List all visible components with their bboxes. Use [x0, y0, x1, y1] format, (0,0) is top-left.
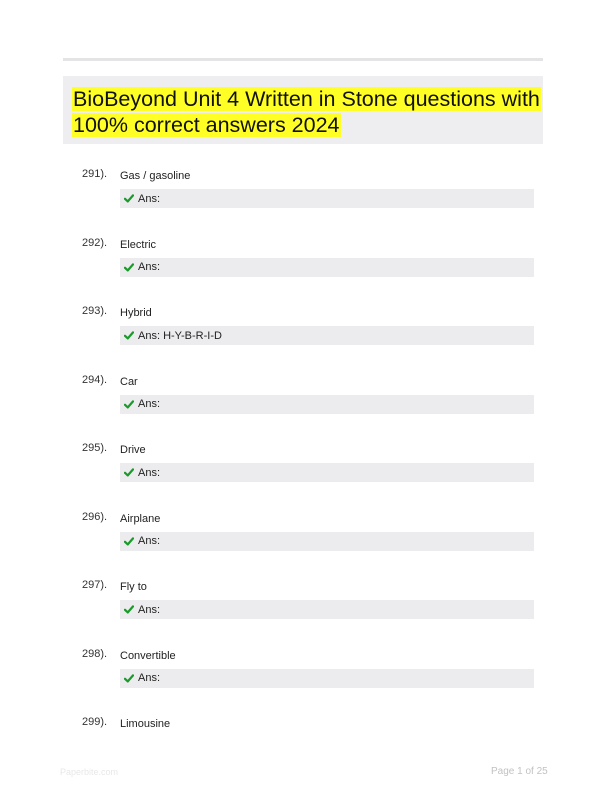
qa-item — [0, 442, 606, 510]
top-rule — [63, 58, 543, 61]
question-text: Car — [120, 375, 138, 388]
answer-box — [120, 669, 534, 688]
question-number: 293). — [82, 305, 108, 317]
check-icon — [124, 331, 134, 341]
answer-text: Ans: — [138, 603, 161, 616]
question-number: 291). — [82, 168, 108, 180]
check-icon — [124, 536, 134, 546]
question-text: Airplane — [120, 512, 161, 525]
qa-item — [0, 648, 606, 716]
check-icon — [124, 605, 134, 615]
qa-item — [0, 237, 606, 305]
check-icon — [124, 673, 134, 683]
question-text: Gas / gasoline — [120, 170, 191, 182]
qa-item — [0, 374, 606, 442]
question-number: 292). — [82, 236, 108, 249]
answer-box — [120, 532, 534, 551]
title-highlight: BioBeyond Unit 4 Written in Stone questions with 100% correct answers 2024 — [73, 87, 540, 137]
answer-text: Ans: H-Y-B-R-I-D — [138, 329, 222, 342]
answer-box — [120, 600, 534, 619]
question-text: Drive — [120, 444, 146, 456]
question-text: Electric — [120, 238, 157, 251]
qa-item — [0, 168, 606, 236]
check-icon — [124, 194, 134, 204]
qa-item — [0, 305, 606, 373]
question-text: Hybrid — [120, 307, 152, 319]
question-number: 299). — [82, 716, 108, 728]
answer-text: Ans: — [138, 672, 161, 684]
question-text: Limousine — [120, 718, 171, 730]
document-title — [72, 86, 540, 138]
question-number: 294). — [82, 373, 108, 386]
answer-text: Ans: — [138, 261, 161, 273]
question-number: 298). — [82, 647, 108, 660]
answer-box — [120, 463, 534, 482]
page-number: Page 1 of 25 — [491, 766, 548, 777]
question-text: Convertible — [120, 649, 176, 662]
qa-item — [0, 579, 606, 647]
question-number: 296). — [82, 510, 108, 523]
question-number: 295). — [82, 442, 108, 454]
answer-box — [120, 326, 534, 345]
question-number: 297). — [82, 579, 108, 591]
check-icon — [124, 399, 134, 409]
check-icon — [124, 262, 134, 272]
answer-box — [120, 395, 534, 414]
check-icon — [124, 468, 134, 478]
answer-text: Ans: — [138, 535, 161, 547]
answer-box — [120, 189, 534, 208]
footer-source: Paperbite.com — [60, 767, 119, 777]
qa-item — [0, 511, 606, 579]
question-text: Fly to — [120, 581, 147, 593]
answer-box — [120, 258, 534, 277]
answer-text: Ans: — [138, 192, 161, 205]
answer-text: Ans: — [138, 398, 161, 410]
answer-text: Ans: — [138, 466, 161, 479]
